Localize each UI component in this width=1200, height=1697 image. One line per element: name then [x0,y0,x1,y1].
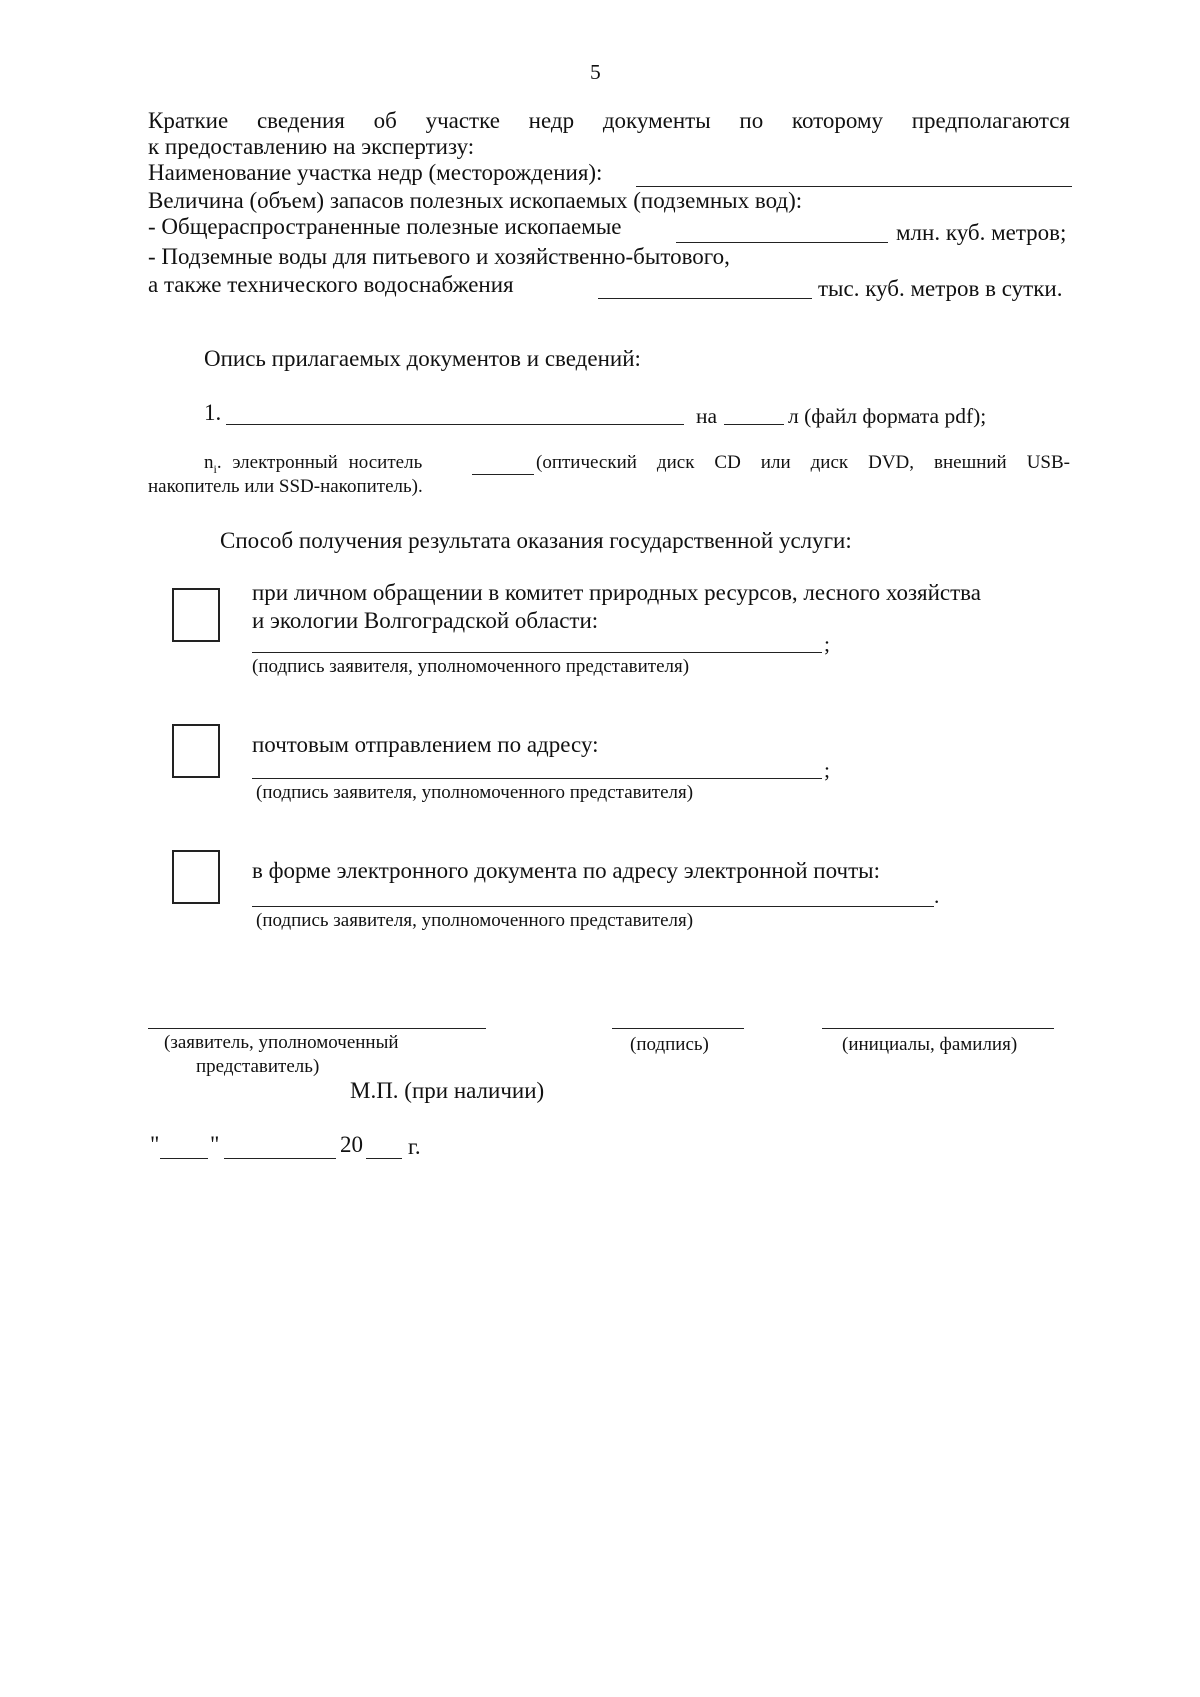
delivery-option-3-checkbox[interactable] [172,850,220,904]
groundwater-label-1: - Подземные воды для питьевого и хозяйственно-бытового, [148,244,730,269]
inventory-item-1-on: на [696,404,718,428]
applicant-field[interactable] [148,1028,486,1029]
site-name-field[interactable] [636,186,1072,187]
inventory-item-n [204,452,422,477]
common-minerals-field[interactable] [676,242,888,243]
date-year-suffix: г. [408,1134,421,1159]
inventory-item-1-number: 1. [204,400,222,425]
date-day-field[interactable] [160,1158,208,1159]
delivery-option-2-signature-field[interactable] [252,778,822,779]
applicant-caption-1: (заявитель, уполномоченный [164,1032,399,1053]
stamp-label: М.П. (при наличии) [350,1078,545,1103]
name-field[interactable] [822,1028,1054,1029]
inventory-item-1-suffix: л (файл формата pdf); [788,404,987,428]
delivery-title: Способ получения результата оказания государственной услуги: [220,528,852,553]
applicant-caption-2: представитель) [196,1056,320,1077]
signature-caption: (подпись) [630,1034,709,1055]
signature-field[interactable] [612,1028,744,1029]
reserves-label: Величина (объем) запасов полезных ископаемых (подземных вод): [148,188,803,213]
inventory-item-1-pages-field[interactable] [724,424,784,425]
inventory-title: Опись прилагаемых документов и сведений: [204,346,641,371]
delivery-option-2-checkbox[interactable] [172,724,220,778]
delivery-option-1-checkbox[interactable] [172,588,220,642]
delivery-option-1-punct: ; [824,632,830,656]
intro-line-1: Краткие сведения об участке недр документы по которому предполагаются [148,108,1070,133]
inventory-item-n-text: . электронный носитель [216,452,423,473]
intro-line-2: к предоставлению на экспертизу: [148,134,475,159]
date-year-field[interactable] [366,1158,402,1159]
groundwater-unit: тыс. куб. метров в сутки. [818,276,1063,301]
inventory-item-n-sub: i [213,461,217,476]
date-quote-close: " [210,1132,220,1157]
inventory-item-n-prefix: n [204,452,214,473]
inventory-item-1-field[interactable] [226,424,684,425]
delivery-option-1-line-2: и экологии Волгоградской области: [252,608,599,633]
delivery-option-3-line-1: в форме электронного документа по адресу электронной почты: [252,858,880,883]
delivery-option-2-punct: ; [824,758,830,782]
page-number: 5 [590,60,601,84]
delivery-option-3-email-field[interactable] [252,906,934,907]
delivery-option-2-line-1: почтовым отправлением по адресу: [252,732,599,757]
delivery-option-3-caption: (подпись заявителя, уполномоченного представителя) [256,910,694,931]
delivery-option-3-punct: . [934,884,940,908]
delivery-option-2-caption: (подпись заявителя, уполномоченного представителя) [256,782,694,803]
common-minerals-label: - Общераспространенные полезные ископаемые [148,214,622,239]
common-minerals-unit: млн. куб. метров; [896,220,1067,245]
inventory-item-n-count-field[interactable] [472,474,534,475]
name-caption: (инициалы, фамилия) [842,1034,1018,1055]
delivery-option-1-signature-field[interactable] [252,652,822,653]
inventory-item-n-line-2: накопитель или SSD-накопитель). [148,476,423,497]
groundwater-field[interactable] [598,298,812,299]
delivery-option-1-caption: (подпись заявителя, уполномоченного представителя) [252,656,690,677]
site-name-label: Наименование участка недр (месторождения): [148,160,603,185]
date-year-prefix: 20 [340,1132,363,1157]
delivery-option-1-line-1: при личном обращении в комитет природных ресурсов, лесного хозяйства [252,580,981,605]
date-month-field[interactable] [224,1158,336,1159]
date-quote-open: " [150,1132,160,1157]
groundwater-label-2: а также технического водоснабжения [148,272,514,297]
inventory-item-n-media: (оптический диск CD или диск DVD, внешний USB- [536,452,1070,473]
